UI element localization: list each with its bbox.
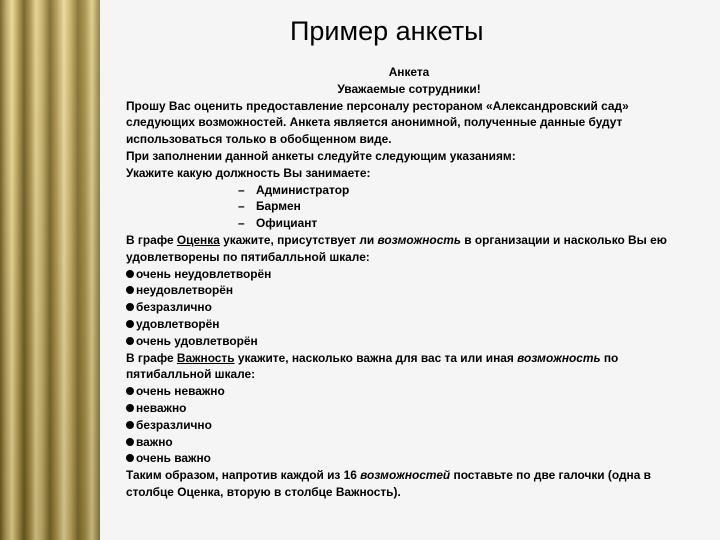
importance-option: важно — [126, 434, 692, 451]
conclusion-paragraph — [126, 467, 692, 501]
rating-option: очень неудовлетворён — [126, 266, 692, 283]
intro-paragraph: Прошу Вас оценить предоставление персоналу рестораном «Александровский сад» следующих возможностей. Анкета является анонимной, полученные данные будут использоваться только в обобщенном виде. — [126, 98, 629, 147]
greeting: Уважаемые сотрудники! — [337, 81, 481, 96]
emphasis: возможностей — [360, 468, 451, 483]
rating-term: Оценка — [176, 232, 220, 247]
position-item: – Администратор — [126, 182, 692, 199]
text-span: В графе — [126, 350, 177, 365]
rating-option: неудовлетворён — [126, 282, 692, 299]
page-title: Пример анкеты — [290, 16, 484, 46]
emphasis: возможность — [517, 350, 601, 365]
text-span: по пятибалльной шкале: — [126, 350, 619, 382]
importance-option: очень неважно — [126, 383, 692, 400]
rating-option: безразлично — [126, 299, 692, 316]
importance-option: очень важно — [126, 450, 692, 467]
doc-heading: Анкета — [388, 65, 430, 79]
questionnaire-text — [126, 64, 692, 501]
decorative-curtain — [0, 0, 100, 540]
importance-term: Важность — [176, 350, 235, 365]
text-span: в организации и насколько Вы ею удовлетворены по пятибалльной шкале: — [126, 232, 667, 264]
position-prompt: Укажите какую должность Вы занимаете: — [126, 165, 371, 180]
rating-instructions — [126, 232, 692, 266]
text-span: укажите, присутствует ли — [219, 232, 378, 247]
rating-option: очень удовлетворён — [126, 333, 692, 350]
text-span: В графе — [126, 232, 177, 247]
emphasis: возможность — [377, 232, 461, 247]
rating-option: удовлетворён — [126, 316, 692, 333]
instructions-line: При заполнении данной анкеты следуйте следующим указаниям: — [126, 148, 516, 163]
importance-option: безразлично — [126, 417, 692, 434]
importance-option: неважно — [126, 400, 692, 417]
position-item: – Бармен — [126, 198, 692, 215]
importance-instructions — [126, 350, 692, 384]
position-item: – Официант — [126, 215, 692, 232]
text-span: укажите, насколько важна для вас та или иная — [234, 350, 518, 365]
text-span: Таким образом, напротив каждой из 16 — [126, 468, 361, 483]
text-span: поставьте по две галочки (одна в столбце Оценка, вторую в столбце Важность). — [126, 468, 651, 499]
